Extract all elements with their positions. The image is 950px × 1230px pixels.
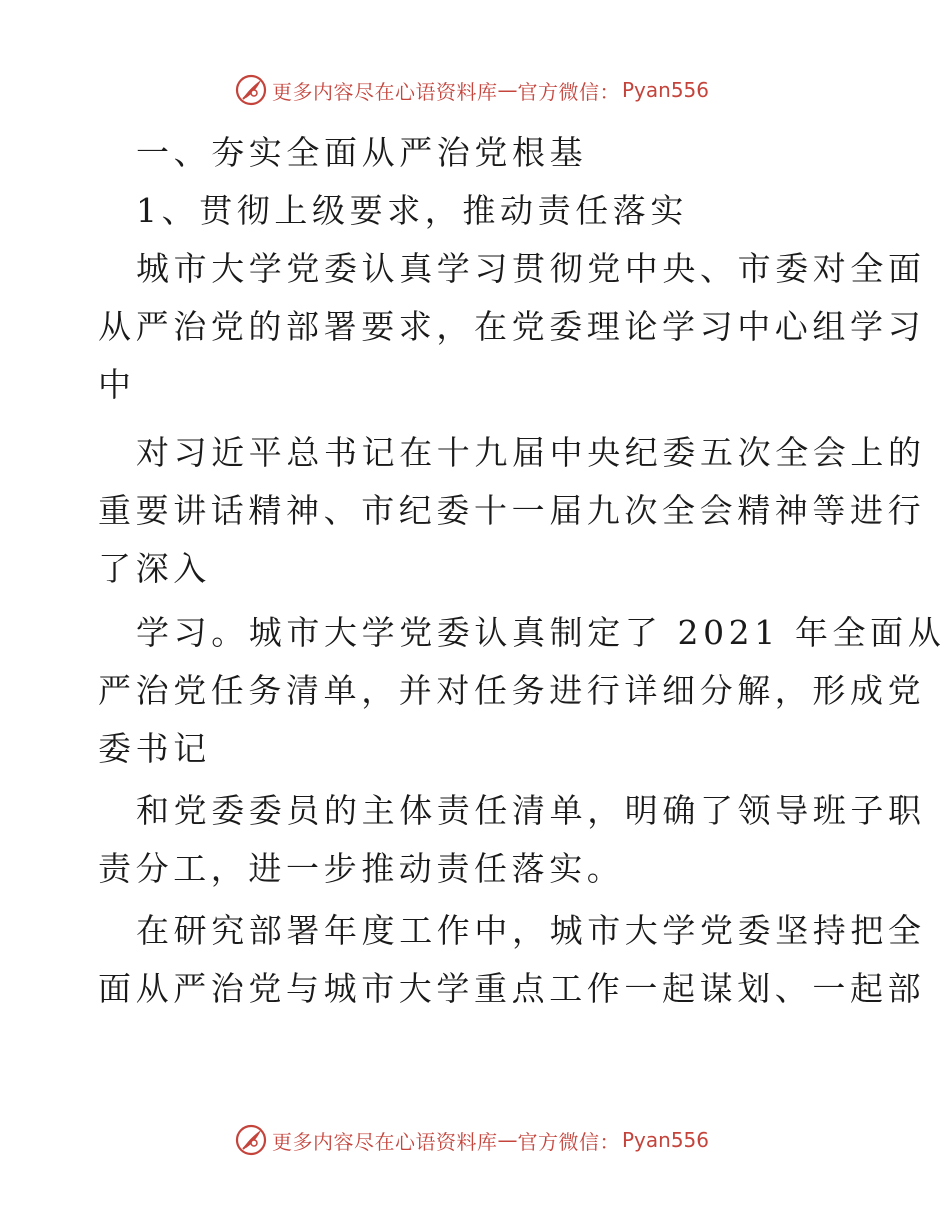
paragraph-line: 重要讲话精神、市纪委十一届九次全会精神等进行 [98,491,926,530]
banner-text: 更多内容尽在心语资料库 [272,1129,498,1154]
banner-text: 更多内容尽在心语资料库 [272,79,498,104]
paragraph-line: 学习。城市大学党委认真制定了 2021 年全面从 [136,613,946,652]
paragraph-line: 委书记 [98,729,211,768]
paragraph-line: 严治党任务清单，并对任务进行详细分解，形成党 [98,671,926,710]
document-body [98,124,946,1018]
banner-separator: — [497,78,518,102]
footer-banner [234,1122,709,1158]
paragraph-line: 在研究部署年度工作中，城市大学党委坚持把全 [136,911,926,950]
paragraph-line: 责分工，进一步推动责任落实。 [98,849,625,888]
banner-separator: — [497,1128,518,1152]
paragraph-line: 中 [98,365,136,404]
banner-contact-id: Pyan556 [622,78,710,102]
quill-seal-logo-icon [234,1123,268,1157]
paragraph-line: 和党委委员的主体责任清单，明确了领导班子职 [136,791,926,830]
paragraph-line: 对习近平总书记在十九届中央纪委五次全会上的 [136,433,926,472]
quill-seal-logo-icon [234,73,268,107]
section-heading: 一、夯实全面从严治党根基 [136,133,588,172]
paragraph-line: 面从严治党与城市大学重点工作一起谋划、一起部 [98,969,926,1008]
banner-contact-label: 官方微信： [517,1129,620,1154]
banner-contact-label: 官方微信： [517,79,620,104]
subsection-heading: 1、贯彻上级要求，推动责任落实 [136,191,688,230]
paragraph-line: 城市大学党委认真学习贯彻党中央、市委对全面 [136,249,926,288]
paragraph-line: 了深入 [98,549,211,588]
banner-contact-id: Pyan556 [622,1128,710,1152]
paragraph-line: 从严治党的部署要求，在党委理论学习中心组学习 [98,307,926,346]
header-banner [234,72,709,108]
